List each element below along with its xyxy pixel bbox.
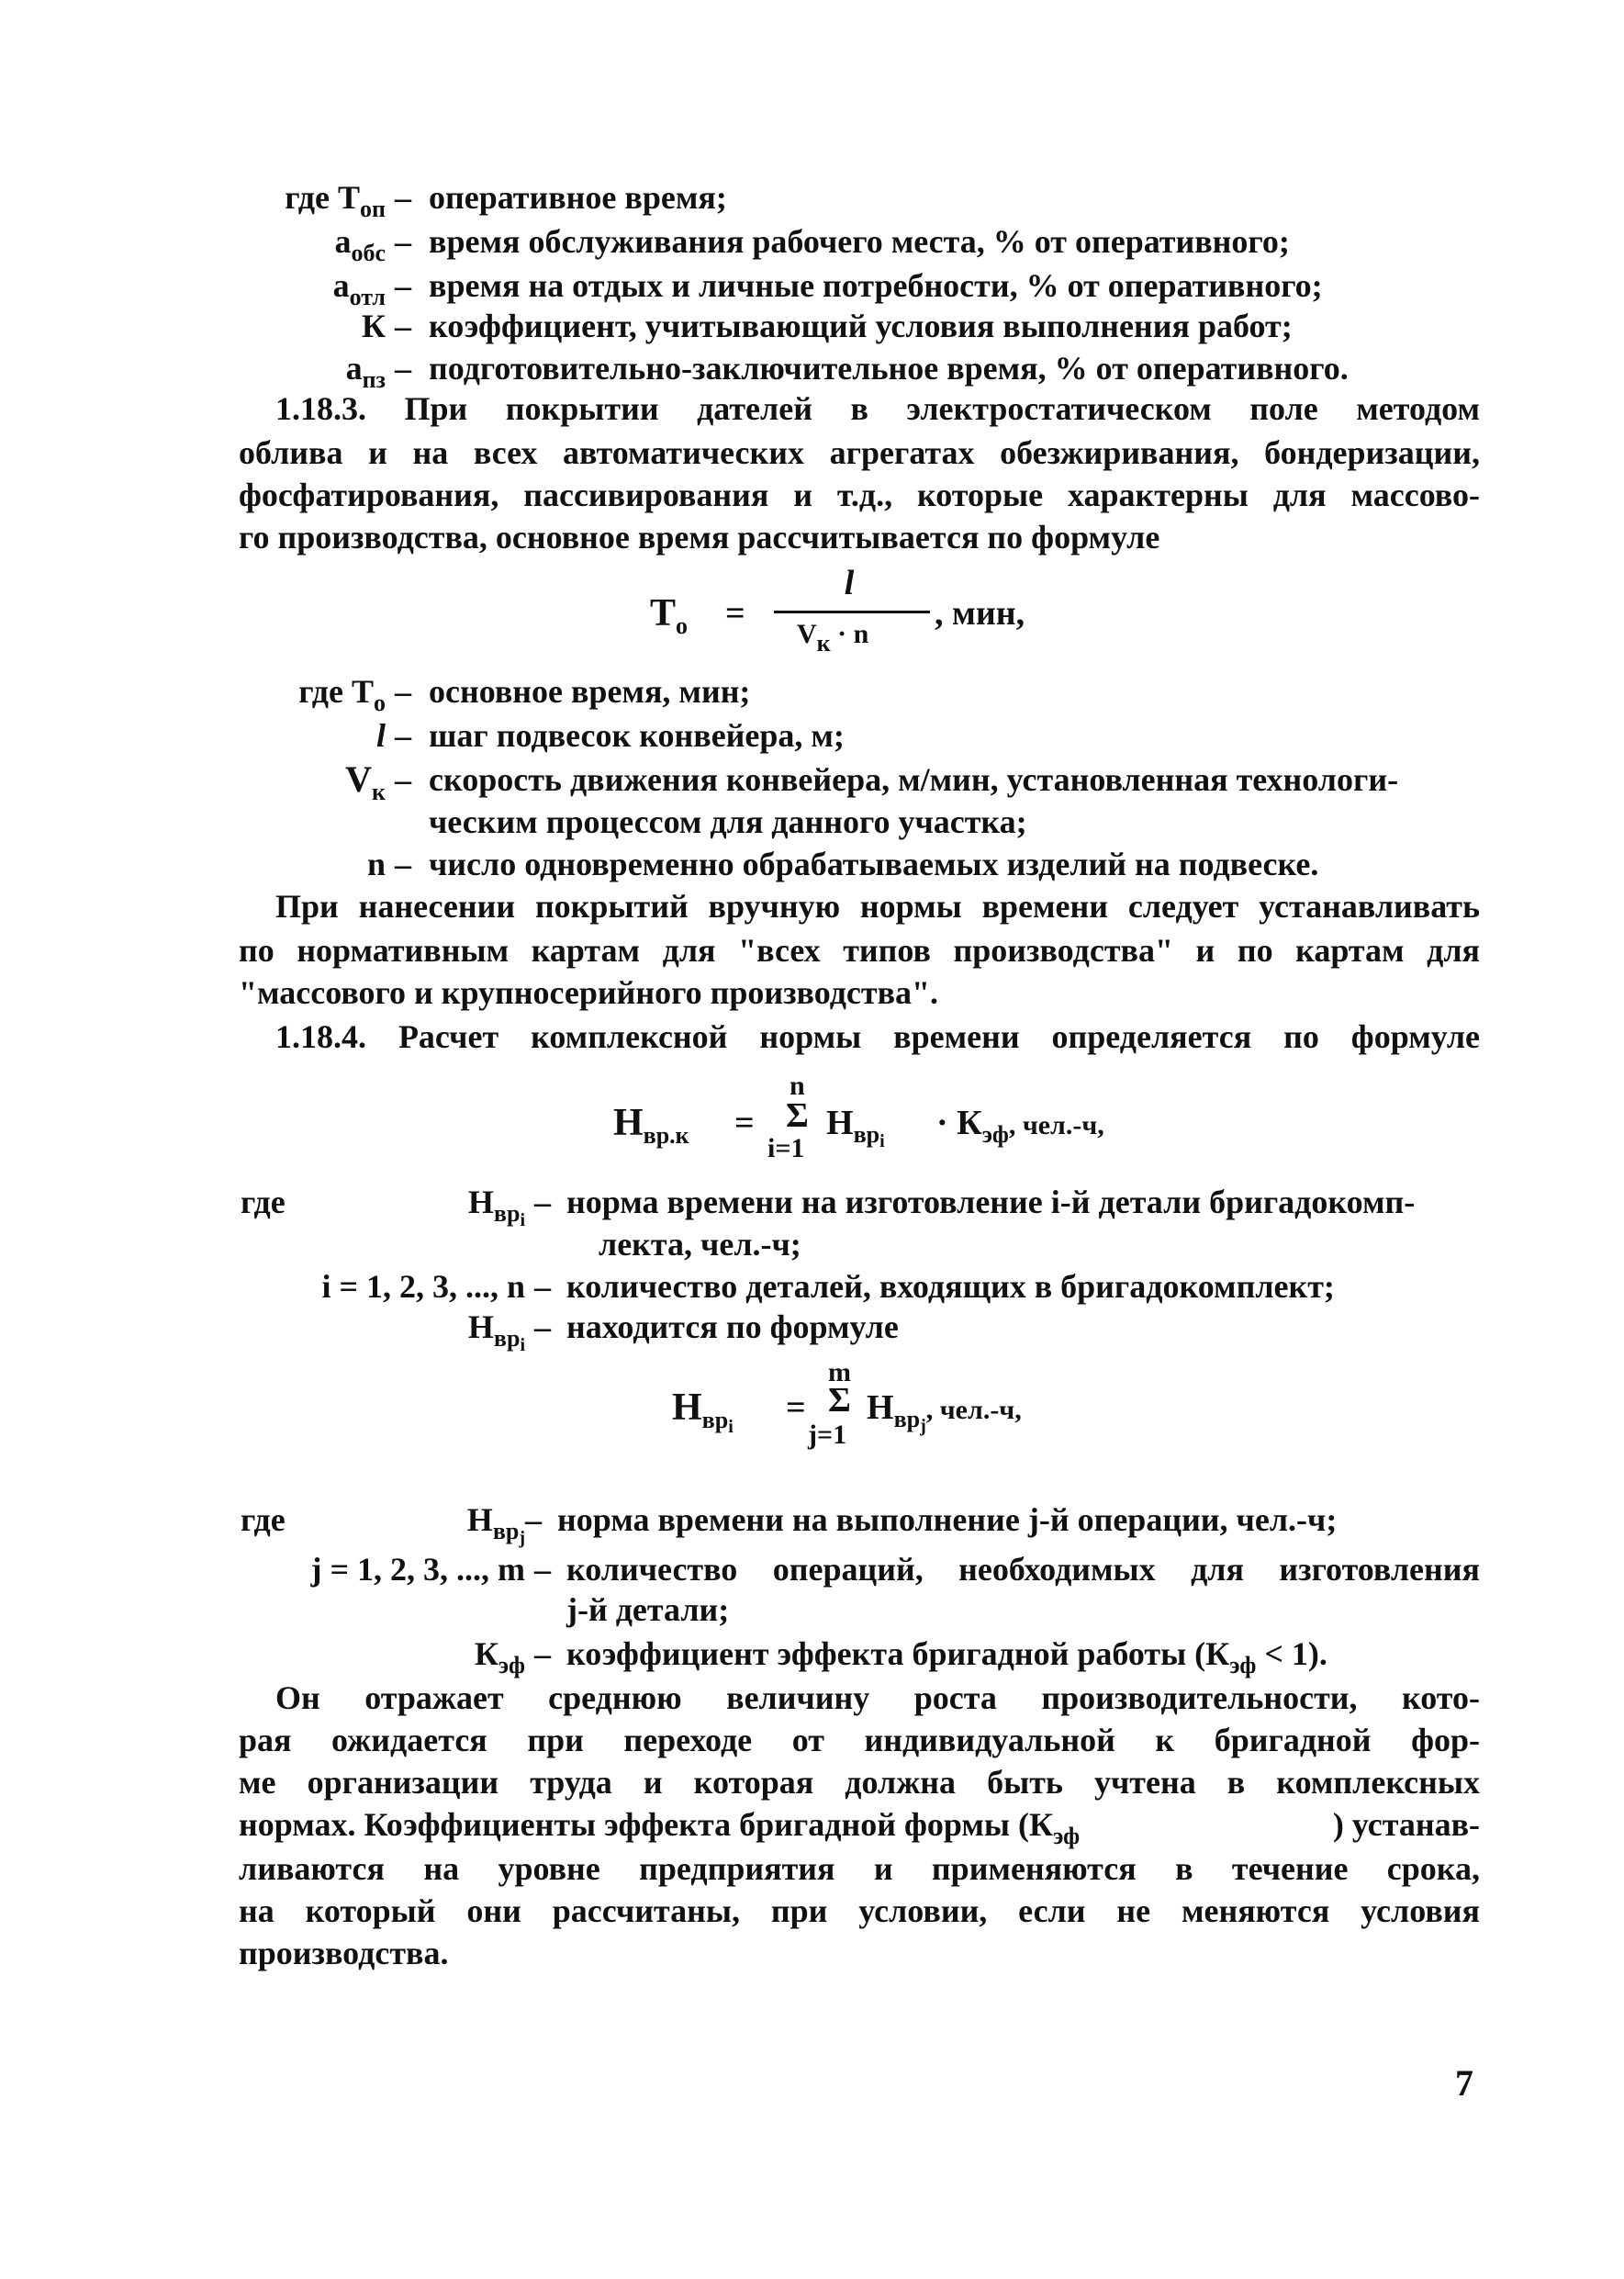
- definition-text: основное время, мин;: [429, 673, 751, 710]
- definition-symbol: $Н_{врj}$: [466, 1501, 525, 1548]
- definition-dash: –: [534, 1268, 551, 1305]
- definition-row: [0, 220, 1624, 266]
- definition-dash: –: [395, 350, 411, 387]
- paragraph-line: При нанесении покрытий вручную нормы времени следует устанавливать: [275, 888, 1480, 925]
- sum-upper-limit: m: [828, 1357, 851, 1387]
- sum-sigma: Σ: [828, 1381, 851, 1420]
- formula-lhs: $Н_{врi}$: [672, 1386, 734, 1437]
- sum-sigma: Σ: [786, 1096, 809, 1135]
- definition-text: время на отдых и личные потребности, % от оперативного;: [429, 267, 1323, 304]
- paragraph-line: го производства, основное время рассчитывается по формуле: [239, 519, 1160, 556]
- definition-dash: –: [395, 673, 411, 710]
- definition-row: [0, 1633, 1624, 1678]
- definition-dash: –: [395, 223, 411, 260]
- definition-row: [0, 1548, 1624, 1633]
- definition-text-continued: лекта, чел.-ч;: [599, 1226, 801, 1263]
- definition-row: [0, 758, 1624, 843]
- definition-text-continued: j-й детали;: [566, 1591, 730, 1628]
- definition-row: [0, 1181, 1624, 1265]
- paragraph-line: 1.18.3. При покрытии дателей в электростатическом поле методом: [275, 390, 1480, 427]
- paragraph-line: ме организации труда и которая должна быть учтена в комплексных: [239, 1764, 1480, 1801]
- paragraph-line: фосфатирования, пассивирования и т.д., которые характерны для массово-: [239, 477, 1480, 513]
- paragraph-line: на который они рассчитаны, при условии, если не меняются условия: [239, 1892, 1480, 1929]
- definition-text: оперативное время;: [429, 179, 727, 216]
- formula-numerator: l: [844, 564, 855, 602]
- formula-term: $Н_{врi}$: [826, 1104, 885, 1151]
- definition-row: [0, 670, 1624, 716]
- formula-term: $Н_{врj}$, чел.-ч,: [867, 1388, 1022, 1436]
- definition-text: шаг подвесок конвейера, м;: [429, 717, 845, 754]
- formula-denominator: Vк · n: [797, 619, 869, 657]
- paragraph-line: Он отражает среднюю величину роста производительности, кото-: [275, 1679, 1480, 1716]
- definition-text-continued: ческим процессом для данного участка;: [429, 803, 1027, 840]
- definition-row: [0, 176, 1624, 222]
- definition-text: скорость движения конвейера, м/мин, установленная технологи-: [429, 761, 1399, 798]
- definition-dash: –: [525, 1501, 542, 1538]
- paragraph-line: по нормативным картам для "всех типов производства" и по картам для: [239, 932, 1480, 969]
- definition-dash: –: [534, 1308, 551, 1345]
- definition-symbol: n: [366, 846, 386, 882]
- formula-equals: =: [734, 1104, 755, 1142]
- paragraph-line: 1.18.4. Расчет комплексной нормы времени определяется по формуле: [275, 1018, 1480, 1055]
- definition-row: [0, 264, 1624, 310]
- definition-symbol: $а_{обс}$: [334, 223, 386, 266]
- definition-symbol: где $Т_{оп}$: [285, 179, 386, 222]
- formula-multiplier: · $К_{эф}$, чел.-ч,: [936, 1104, 1104, 1148]
- definition-symbol: i = 1, 2, 3, ..., n: [321, 1268, 525, 1305]
- definition-dash: –: [395, 846, 411, 882]
- definition-dash: –: [395, 179, 411, 216]
- definition-text: число одновременно обрабатываемых изделий на подвеске.: [429, 846, 1319, 882]
- paragraph-line: облива и на всех автоматических агрегатах обезжиривания, бондеризации,: [239, 434, 1480, 471]
- definition-symbol: $К_{эф}$: [474, 1635, 525, 1678]
- definition-dash: –: [534, 1184, 551, 1220]
- sum-lower-limit: i=1: [767, 1133, 805, 1163]
- definition-symbol: $Н_{врi}$: [467, 1308, 525, 1355]
- definition-symbol: $а_{пз}$: [345, 350, 386, 393]
- definition-text: норма времени на выполнение j-й операции, чел.-ч;: [557, 1501, 1338, 1538]
- formula-lhs: $Н_{вр.к}$: [613, 1102, 689, 1149]
- formula-equals: =: [786, 1388, 806, 1427]
- sum-lower-limit: j=1: [808, 1420, 847, 1450]
- formula-lhs: $Т_о$: [650, 592, 689, 639]
- paragraph-line: производства.: [239, 1935, 449, 1971]
- definition-row: [0, 1499, 1624, 1548]
- definition-lead: где: [241, 1184, 286, 1220]
- sum-upper-limit: n: [790, 1071, 805, 1101]
- definition-text: коэффициент эффекта бригадной работы $(К_{эф} < 1)$.: [566, 1635, 1327, 1678]
- definition-symbol: $а_{отл}$: [332, 267, 386, 310]
- definition-dash: –: [534, 1635, 551, 1672]
- definition-text: время обслуживания рабочего места, % от оперативного;: [429, 223, 1290, 260]
- definition-symbol: j = 1, 2, 3, ..., m: [310, 1551, 525, 1588]
- definition-symbol: где $Т_о$: [298, 673, 386, 716]
- definition-row: [0, 305, 1624, 347]
- definition-row: [0, 1265, 1624, 1308]
- definition-lead: где: [241, 1501, 286, 1538]
- definition-row: [0, 1306, 1624, 1355]
- paragraph-line: ливаются на уровне предприятия и применяются в течение срока,: [239, 1850, 1480, 1887]
- definition-dash: –: [534, 1551, 551, 1588]
- definition-symbol: $Н_{врi}$: [467, 1184, 525, 1230]
- definition-symbol: $V_к$: [345, 758, 386, 805]
- definition-text: находится по формуле: [566, 1308, 899, 1345]
- definition-text: количество деталей, входящих в бригадокомплект;: [566, 1268, 1335, 1305]
- definition-row: [0, 843, 1624, 885]
- definition-dash: –: [395, 308, 411, 344]
- definition-row: [0, 714, 1624, 757]
- definition-text: норма времени на изготовление i-й детали бригадокомп-: [566, 1184, 1416, 1220]
- definition-dash: –: [395, 717, 411, 754]
- formula-equals: =: [725, 594, 745, 633]
- definition-dash: –: [395, 761, 411, 798]
- formula-unit: , мин,: [935, 594, 1025, 633]
- paragraph-line: рая ожидается при переходе от индивидуальной к бригадной фор-: [239, 1722, 1480, 1758]
- paragraph-line: "массового и крупносерийного производства".: [239, 974, 939, 1011]
- definition-symbol: К: [361, 308, 386, 344]
- page-number: 7: [1455, 2062, 1473, 2104]
- definition-text: количество операций, необходимых для изготовления: [566, 1551, 1480, 1588]
- definition-row: [0, 347, 1624, 393]
- definition-text: подготовительно-заключительное время, % от оперативного.: [429, 350, 1349, 387]
- paragraph-line: нормах. Коэффициенты эффекта бригадной формы ($К_{эф}$ ) устанав-: [239, 1806, 1480, 1849]
- definition-dash: –: [395, 267, 411, 304]
- definition-symbol: l: [375, 717, 386, 754]
- definition-text: коэффициент, учитывающий условия выполнения работ;: [429, 308, 1293, 344]
